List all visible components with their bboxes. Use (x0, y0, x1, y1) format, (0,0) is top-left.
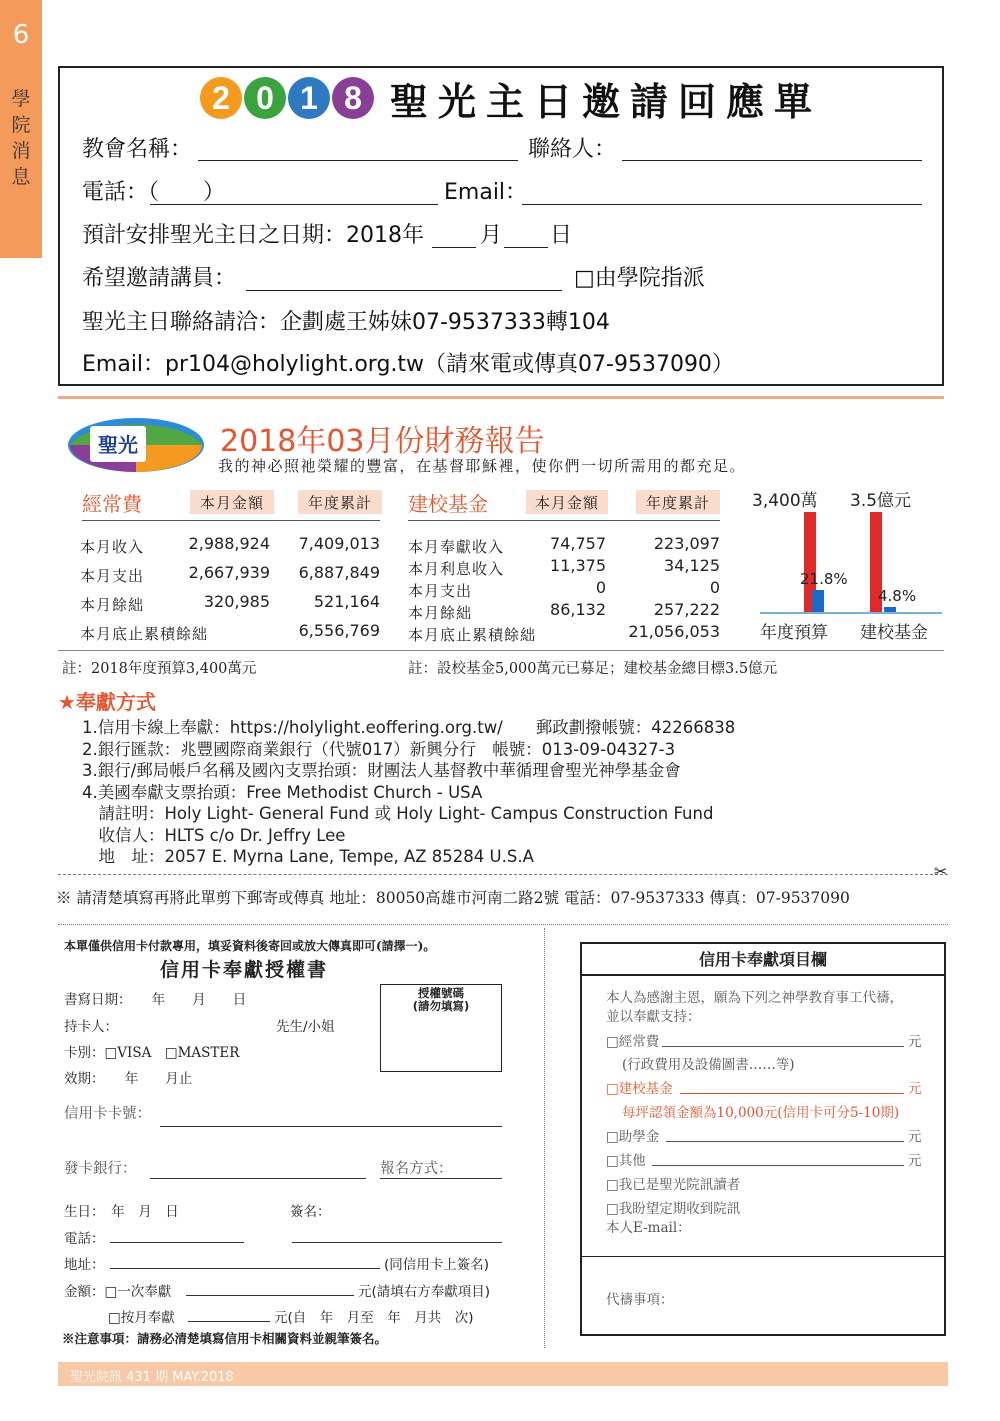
general-amount-field[interactable] (662, 1046, 904, 1047)
category-label: 年度預算 (760, 623, 828, 643)
progress-label: 21.8% (800, 570, 848, 589)
warning-note: ※注意事項：請務必清楚填寫信用卡相關資料並親筆簽名。 (62, 1331, 388, 1346)
address-field[interactable] (110, 1268, 380, 1269)
yuan-label: 元 (908, 1081, 922, 1097)
form-title: 聖光主日邀請回應單 (390, 78, 823, 124)
month-label: 月 (480, 223, 503, 248)
general-row-month: 2,988,924 (188, 534, 270, 553)
report-title: 2018年03月份財務報告 (220, 424, 545, 459)
contact-info: 聖光主日聯絡請洽：企劃處王姊妹07-9537333轉104 (82, 310, 610, 335)
prayer-label: 代禱事項： (606, 1292, 674, 1308)
invitation-title (200, 76, 823, 124)
date-label: 預計安排聖光主日之日期：2018年 (82, 223, 424, 248)
table-rule (82, 520, 380, 521)
contact-label: 聯絡人： (528, 137, 617, 162)
verse: 我的神必照祂榮耀的豐富，在基督耶穌裡，使你們一切所需用的都充足。 (218, 457, 747, 475)
day-field[interactable] (504, 247, 548, 248)
church-label: 教會名稱： (82, 137, 193, 162)
footer-bar (58, 1362, 948, 1386)
phone-label: 電話： (64, 1231, 105, 1247)
building-row-label: 本月奉獻收入 (408, 538, 505, 556)
year-digit: 2 (200, 77, 242, 119)
building-row-ytd: 34,125 (664, 556, 720, 575)
assign-option[interactable]: □由學院指派 (574, 266, 705, 291)
bank-label: 發卡銀行： (64, 1161, 137, 1177)
footer-text: 聖光院訊 431 期 MAY.2018 (70, 1370, 234, 1385)
offering-title: ★奉獻方式 (58, 690, 156, 714)
amount-once-field[interactable] (186, 1295, 354, 1296)
general-row-ytd: 6,556,769 (298, 621, 380, 640)
divider (58, 650, 944, 651)
progress-bar (812, 590, 824, 612)
building-row-ytd: 0 (709, 578, 720, 597)
building-amount-field[interactable] (680, 1093, 904, 1094)
email-label: 本人E-mail： (606, 1220, 691, 1236)
section-tab (0, 0, 42, 258)
cut-line (58, 874, 948, 875)
building-fund-heading: 建校基金 (408, 492, 488, 516)
section-label: 學院消息 (11, 88, 31, 188)
church-field[interactable] (198, 160, 518, 161)
building-option[interactable]: □建校基金 (606, 1081, 673, 1097)
offering-item: 1.信用卡線上奉獻：https://holylight.eoffering.org.tw/ 郵政劃撥帳號：42266838 (82, 718, 736, 737)
building-row-label: 本月支出 (408, 582, 473, 600)
year-digit: 0 (244, 77, 286, 119)
title-suffix: 先生/小姐 (276, 1019, 335, 1035)
general-row-ytd: 521,164 (313, 592, 380, 611)
bar-target-label: 3.5億元 (850, 491, 912, 511)
general-row-month: 320,985 (203, 592, 270, 611)
month-field[interactable] (432, 247, 476, 248)
general-row-label: 本月餘絀 (80, 596, 145, 614)
offering-item: 2.銀行匯款：兆豐國際商業銀行（代號017）新興分行 帳號：013-09-04327-3 (82, 739, 676, 759)
general-col-ytd: 年度累計 (298, 490, 382, 514)
other-amount-field[interactable] (652, 1165, 904, 1166)
signup-field[interactable] (380, 1178, 502, 1179)
cut-instruction: ※ 請清楚填寫再將此單剪下郵寄或傳真 地址：80050高雄市河南二路2號 電話：07-9537333 傳真：07-9537090 (56, 889, 850, 907)
fund-chart (752, 484, 946, 644)
chart-baseline (760, 612, 942, 614)
yuan-label: 元 (908, 1153, 922, 1169)
general-row-label: 本月收入 (80, 538, 145, 556)
column-divider (544, 928, 545, 1348)
items-intro: 本人為感謝主恩，願為下列之神學教育事工代禱， (606, 990, 903, 1006)
items-intro: 並以奉獻支持： (606, 1009, 701, 1025)
scissors-icon: ✂ (934, 862, 948, 881)
page-number: 6 (12, 20, 30, 50)
phone-field[interactable] (110, 1242, 244, 1243)
email-info: Email：pr104@holylight.org.tw（請來電或傳真07-9537090） (82, 352, 734, 377)
building-row-label: 本月利息收入 (408, 560, 505, 578)
write-date: 書寫日期： 年 月 日 (64, 992, 247, 1008)
building-row-ytd: 21,056,053 (628, 622, 720, 641)
other-option[interactable]: □其他 (606, 1153, 646, 1169)
general-row-ytd: 6,887,849 (298, 563, 380, 582)
holylight-logo (66, 416, 206, 474)
speaker-label: 希望邀請講員： (82, 266, 237, 291)
signup-label: 報名方式： (380, 1161, 453, 1177)
sign-label: 簽名： (290, 1204, 331, 1220)
logo-text: 聖光 (98, 433, 138, 457)
sign-field[interactable] (292, 1242, 502, 1243)
same-sign-note: (同信用卡上簽名) (384, 1257, 490, 1273)
amount-once[interactable]: 金額：□一次奉獻 (64, 1284, 172, 1300)
yuan-label: 元 (908, 1034, 922, 1050)
card-number-label: 信用卡卡號： (64, 1106, 151, 1122)
email-label: Email： (444, 180, 528, 205)
card-type[interactable]: 卡別：□VISA □MASTER (64, 1045, 240, 1061)
day-label: 日 (550, 223, 573, 248)
general-row-label: 本月支出 (80, 567, 145, 585)
card-form-title: 信用卡奉獻授權書 (160, 959, 329, 981)
general-col-month: 本月金額 (190, 490, 274, 514)
general-row-month: 2,667,939 (188, 563, 270, 582)
general-option[interactable]: □經常費 (606, 1034, 660, 1050)
building-row-ytd: 257,222 (653, 600, 720, 619)
table-rule (408, 520, 720, 521)
email-field[interactable] (522, 204, 922, 205)
birth-label: 生日： 年 月 日 (64, 1204, 179, 1220)
divider (582, 1256, 944, 1257)
cut-line (58, 924, 948, 925)
card-note: 本單僅供信用卡付款專用，填妥資料後寄回或放大傳真即可(請擇一)。 (64, 939, 436, 953)
bar-target-label: 3,400萬 (752, 491, 818, 511)
scholarship-option[interactable]: □助學金 (606, 1129, 660, 1145)
general-fund-heading: 經常費 (82, 492, 142, 516)
general-row-ytd: 7,409,013 (298, 534, 380, 553)
divider (58, 396, 944, 399)
budget-note: 註：2018年度預算3,400萬元 (62, 661, 257, 677)
amount-monthly-field[interactable] (188, 1321, 270, 1322)
reader-option[interactable]: □我已是聖光院訊讀者 (606, 1177, 741, 1193)
building-row-label: 本月底止累積餘絀 (408, 626, 537, 644)
scholarship-amount-field[interactable] (666, 1141, 904, 1142)
progress-label: 4.8% (878, 587, 917, 606)
phone-field[interactable] (150, 204, 438, 205)
phone-label: 電話：（ ） (82, 180, 226, 205)
expiry-label: 效期： 年 月止 (64, 1071, 193, 1087)
general-row-label: 本月底止累積餘絀 (80, 625, 209, 643)
building-row-month: 74,757 (550, 534, 606, 553)
address-label: 地址： (64, 1257, 105, 1273)
speaker-field[interactable] (246, 290, 562, 291)
cardholder-label: 持卡人： (64, 1019, 118, 1035)
building-note: 每坪認領金額為10,000元(信用卡可分5-10期) (622, 1105, 900, 1121)
offering-item: 3.銀行/郵局帳戶名稱及國內支票抬頭：財團法人基督教中華循理會聖光神學基金會 (82, 761, 681, 780)
building-col-ytd: 年度累計 (636, 490, 720, 514)
year-digit: 8 (332, 77, 374, 119)
offering-item: 收信人：HLTS c/o Dr. Jeffry Lee (82, 825, 346, 845)
offering-item: 請註明：Holy Light- General Fund 或 Holy Light- Campus Construction Fund (82, 804, 714, 823)
items-title: 信用卡奉獻項目欄 (582, 944, 944, 976)
contact-field[interactable] (622, 160, 922, 161)
amount-note: 元(請填右方奉獻項目) (358, 1284, 491, 1300)
monthly-note: 元(自 年 月至 年 月共 次) (274, 1310, 474, 1326)
building-row-label: 本月餘絀 (408, 604, 473, 622)
amount-monthly[interactable]: □按月奉獻 (108, 1310, 175, 1326)
yuan-label: 元 (908, 1129, 922, 1145)
general-note: (行政費用及設備圖書……等) (622, 1057, 795, 1073)
bank-field[interactable] (150, 1178, 366, 1179)
building-row-month: 11,375 (550, 556, 606, 575)
offering-item: 4.美國奉獻支票抬頭：Free Methodist Church - USA (82, 782, 483, 802)
newsletter-option[interactable]: □我盼望定期收到院訊 (606, 1201, 741, 1217)
building-col-month: 本月金額 (526, 490, 608, 514)
fund-note: 註：設校基金5,000萬元已募足；建校基金總目標3.5億元 (408, 661, 778, 677)
auth-number-box: 授權號碼 (請勿填寫) (380, 984, 502, 1072)
category-label: 建校基金 (860, 623, 928, 643)
year-digit: 1 (288, 77, 330, 119)
building-row-month: 86,132 (550, 600, 606, 619)
building-row-ytd: 223,097 (653, 534, 720, 553)
progress-bar (884, 607, 896, 612)
card-number-field[interactable] (160, 1126, 502, 1127)
offering-item: 地 址：2057 E. Myrna Lane, Tempe, AZ 85284 U.S.A (82, 847, 534, 866)
building-row-month: 0 (595, 578, 606, 597)
